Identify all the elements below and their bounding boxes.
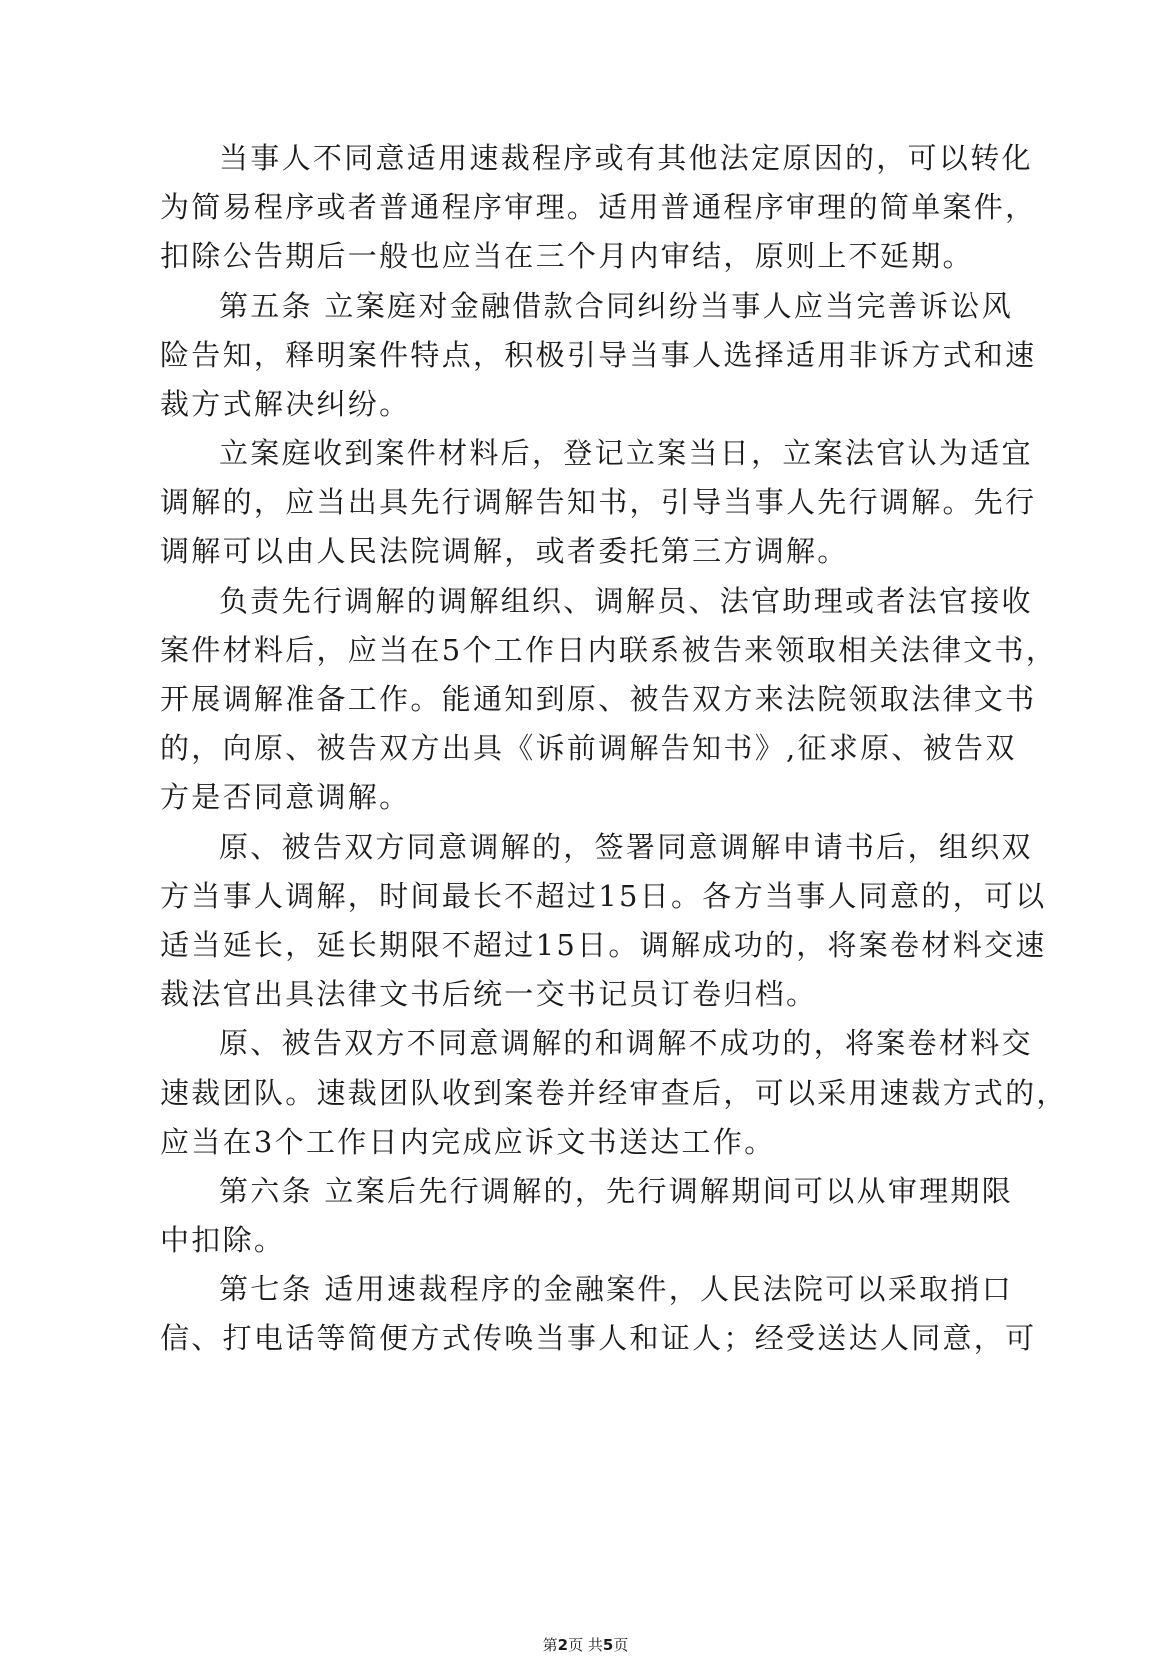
footer-suffix: 页 <box>613 1636 629 1654</box>
paragraph-line: 立案庭收到案件材料后，登记立案当日，立案法官认为适宜 <box>219 436 1033 470</box>
paragraph-line: 调解可以由人民法院调解，或者委托第三方调解。 <box>160 534 849 568</box>
paragraph-line: 为简易程序或者普通程序审理。适用普通程序审理的简单案件， <box>160 190 1037 224</box>
footer-prefix: 第 <box>542 1636 558 1654</box>
paragraph-line: 第五条 立案庭对金融借款合同纠纷当事人应当完善诉讼风 <box>219 289 1014 323</box>
paragraph-line: 原、被告双方不同意调解的和调解不成功的，将案卷材料交 <box>219 1026 1033 1060</box>
paragraph-line: 中扣除。 <box>160 1223 286 1257</box>
paragraph-line: 开展调解准备工作。能通知到原、被告双方来法院领取法律文书 <box>160 682 1037 716</box>
paragraph-line: 第六条 立案后先行调解的，先行调解期间可以从审理期限 <box>219 1174 1014 1208</box>
paragraph-line: 险告知，释明案件特点，积极引导当事人选择适用非诉方式和速 <box>160 338 1037 372</box>
paragraph-line: 负责先行调解的调解组织、调解员、法官助理或者法官接收 <box>219 584 1033 618</box>
paragraph-line: 信、打电话等简便方式传唤当事人和证人；经受送达人同意，可 <box>160 1321 1037 1355</box>
paragraph-line: 方是否同意调解。 <box>160 780 411 814</box>
footer-page-number: 2 <box>557 1636 569 1654</box>
paragraph-line: 扣除公告期后一般也应当在三个月内审结，原则上不延期。 <box>160 239 974 273</box>
paragraph-line: 原、被告双方同意调解的，签署同意调解申请书后，组织双 <box>219 830 1033 864</box>
paragraph-line: 第七条 适用速裁程序的金融案件，人民法院可以采取捎口 <box>219 1272 1014 1306</box>
paragraph-line: 的，向原、被告双方出具《诉前调解告知书》,征求原、被告双 <box>160 731 1017 765</box>
page-footer <box>0 1636 1171 1654</box>
paragraph-line: 速裁团队。速裁团队收到案卷并经审查后，可以采用速裁方式的， <box>160 1076 1068 1110</box>
footer-middle: 页 共 <box>568 1636 603 1654</box>
footer-page-total: 5 <box>602 1636 614 1654</box>
paragraph-line: 当事人不同意适用速裁程序或有其他法定原因的，可以转化 <box>219 141 1033 175</box>
paragraph-line: 适当延长，延长期限不超过15日。调解成功的，将案卷材料交速 <box>160 928 1047 962</box>
paragraph-line: 裁法官出具法律文书后统一交书记员订卷归档。 <box>160 977 818 1011</box>
paragraph-line: 裁方式解决纠纷。 <box>160 387 411 421</box>
paragraph-line: 方当事人调解，时间最长不超过15日。各方当事人同意的，可以 <box>160 879 1047 913</box>
paragraph-line: 案件材料后，应当在5个工作日内联系被告来领取相关法律文书， <box>160 633 1058 667</box>
paragraph-line: 调解的，应当出具先行调解告知书，引导当事人先行调解。先行 <box>160 485 1037 519</box>
paragraph-line: 应当在3个工作日内完成应诉文书送达工作。 <box>160 1125 776 1159</box>
